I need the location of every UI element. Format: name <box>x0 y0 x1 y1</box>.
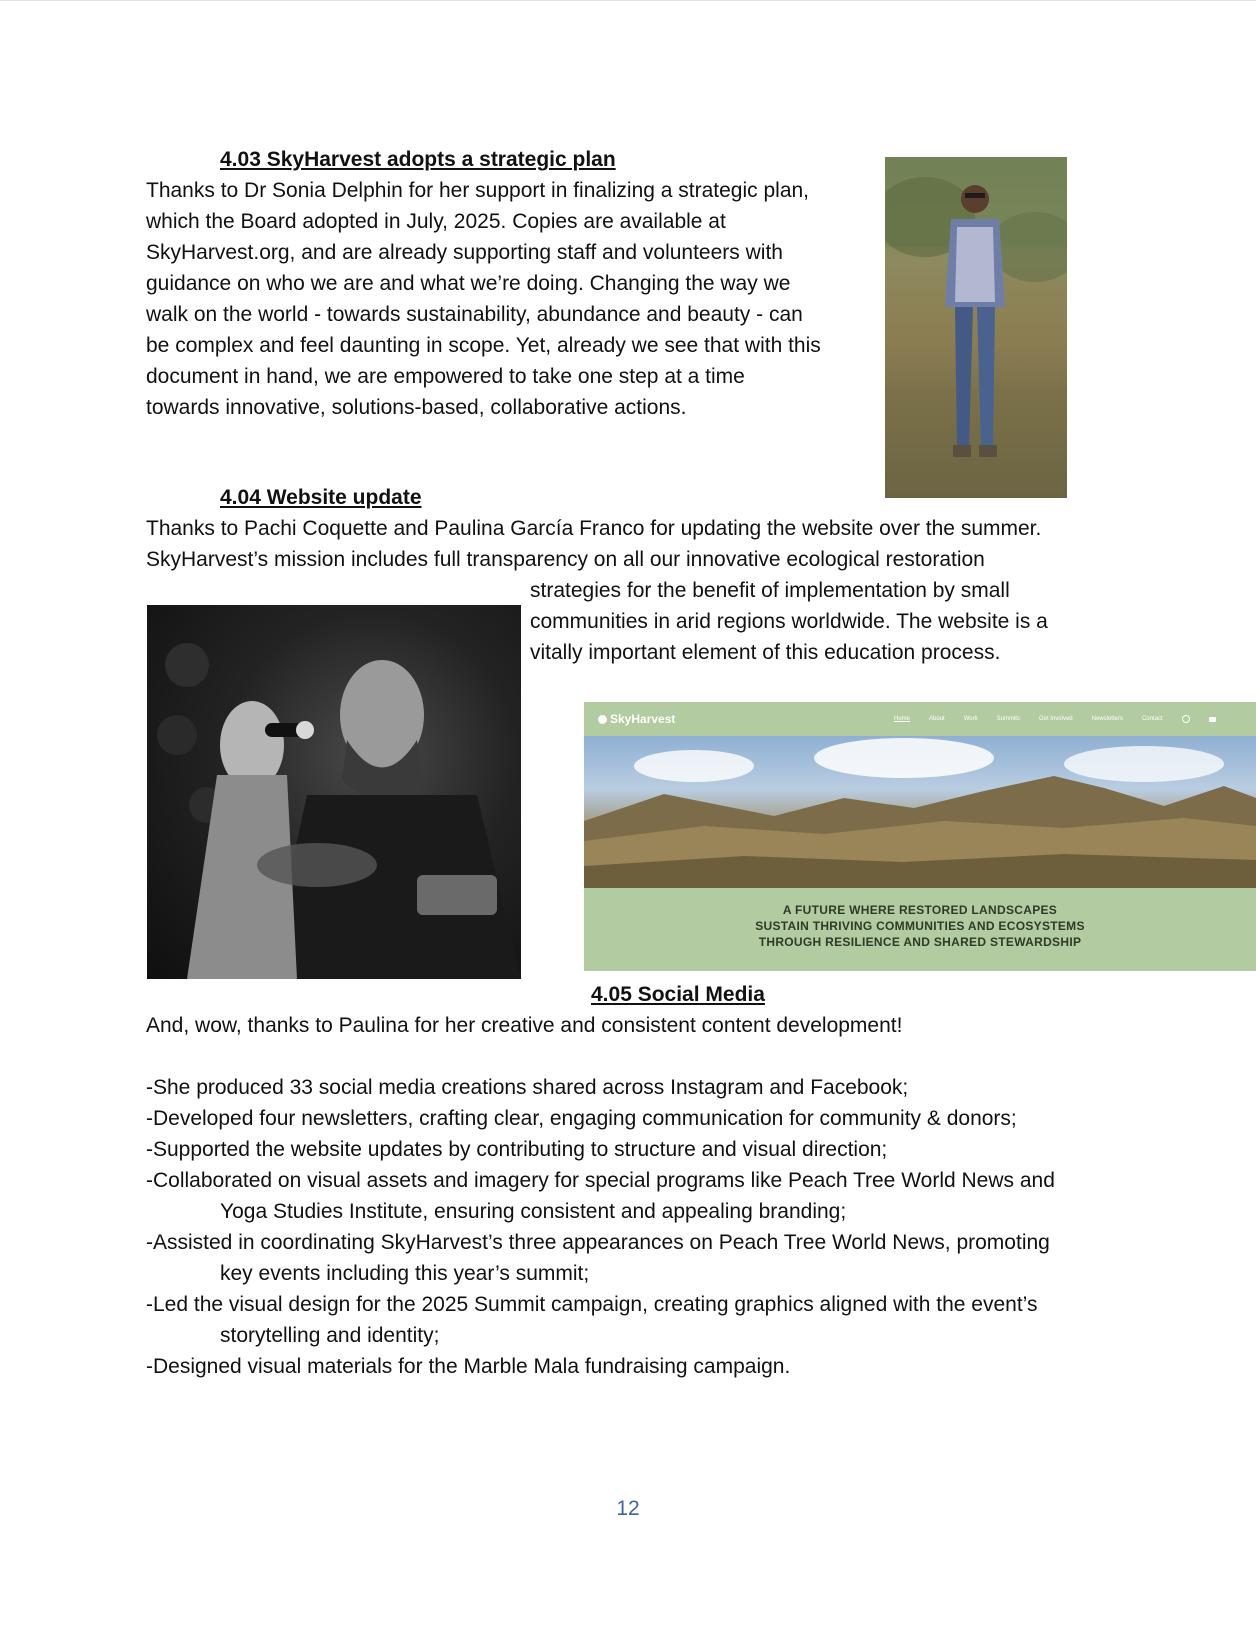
body-line: Thanks to Dr Sonia Delphin for her support in finalizing a strategic plan, <box>146 179 810 202</box>
section-4-03-body <box>146 175 821 423</box>
section-4-05-body <box>146 1010 1055 1382</box>
photo-sonia-delphin <box>885 157 1067 498</box>
body-line: be complex and feel daunting in scope. Yet, already we see that with this <box>146 334 821 357</box>
website-menu <box>894 702 1216 736</box>
body-line: walk on the world - towards sustainability, abundance and beauty - can <box>146 303 803 326</box>
section-4-04-body <box>146 513 1041 575</box>
bullet-continuation: key events including this year’s summit; <box>220 1262 590 1285</box>
body-line: document in hand, we are empowered to take one step at a time <box>146 365 745 388</box>
mountain-landscape <box>584 736 1256 888</box>
website-nav-contact: Contact <box>1141 716 1163 722</box>
blank-line <box>146 1041 1055 1072</box>
body-line: strategies for the benefit of implementation by small <box>530 579 1010 602</box>
bullet-line: -She produced 33 social media creations shared across Instagram and Facebook; <box>146 1076 909 1099</box>
body-line: SkyHarvest’s mission includes full transparency on all our innovative ecological restoration <box>146 548 985 571</box>
mission-line: THROUGH RESILIENCE AND SHARED STEWARDSHIP <box>758 935 1082 949</box>
youtube-icon <box>1209 717 1216 722</box>
website-nav-about: About <box>929 716 945 722</box>
bullet-line: -Assisted in coordinating SkyHarvest’s three appearances on Peach Tree World News, promoting <box>146 1231 1050 1254</box>
website-nav-get-involved: Get Involved <box>1038 716 1073 722</box>
website-screenshot <box>584 702 1256 971</box>
website-nav-newsletters: Newsletters <box>1091 716 1123 722</box>
section-4-04-body-wrapped <box>530 575 1048 668</box>
bullet-line: -Supported the website updates by contributing to structure and visual direction; <box>146 1138 888 1161</box>
photo-pachi-and-paulina <box>147 605 521 979</box>
website-nav-home: Home <box>894 716 911 722</box>
body-line: Thanks to Pachi Coquette and Paulina García Franco for updating the website over the summer. <box>146 517 1042 540</box>
website-nav-work: Work <box>963 716 978 722</box>
website-nav-summits: Summits <box>996 716 1020 722</box>
bullet-continuation: Yoga Studies Institute, ensuring consistent and appealing branding; <box>220 1200 847 1223</box>
sun-icon <box>598 715 607 724</box>
intro-line: And, wow, thanks to Paulina for her creative and consistent content development! <box>146 1014 903 1037</box>
section-4-05-heading: 4.05 Social Media <box>591 983 765 1006</box>
mission-line: SUSTAIN THRIVING COMMUNITIES AND ECOSYSTEMS <box>755 919 1085 933</box>
section-4-04-heading: 4.04 Website update <box>220 486 422 509</box>
bullet-line: -Led the visual design for the 2025 Summit campaign, creating graphics aligned with the event’s <box>146 1293 1038 1316</box>
mission-line: A FUTURE WHERE RESTORED LANDSCAPES <box>782 903 1058 917</box>
bullet-continuation: storytelling and identity; <box>220 1324 440 1347</box>
website-nav-bar <box>584 702 1256 736</box>
bullet-line: -Developed four newsletters, crafting clear, engaging communication for community & donors; <box>146 1107 1017 1130</box>
body-line: communities in arid regions worldwide. The website is a <box>530 610 1048 633</box>
website-mission-statement <box>584 902 1256 950</box>
page-top-border <box>0 0 1256 1</box>
website-hero-image <box>584 736 1256 888</box>
musicians-illustration <box>147 605 521 979</box>
website-logo-text: SkyHarvest <box>610 712 676 726</box>
bullet-line: -Collaborated on visual assets and imagery for special programs like Peach Tree World News and <box>146 1169 1055 1192</box>
body-line: which the Board adopted in July, 2025. Copies are available at <box>146 210 726 233</box>
instagram-icon <box>1182 715 1190 723</box>
hiker-illustration <box>885 157 1067 498</box>
website-logo <box>598 712 675 726</box>
bullet-line: -Designed visual materials for the Marble Mala fundraising campaign. <box>146 1355 791 1378</box>
body-line: guidance on who we are and what we’re doing. Changing the way we <box>146 272 791 295</box>
body-line: towards innovative, solutions-based, collaborative actions. <box>146 396 687 419</box>
page-number: 12 <box>616 1497 640 1520</box>
body-line: SkyHarvest.org, and are already supporting staff and volunteers with <box>146 241 783 264</box>
body-line: vitally important element of this education process. <box>530 641 1001 664</box>
section-4-03-heading: 4.03 SkyHarvest adopts a strategic plan <box>220 148 616 171</box>
